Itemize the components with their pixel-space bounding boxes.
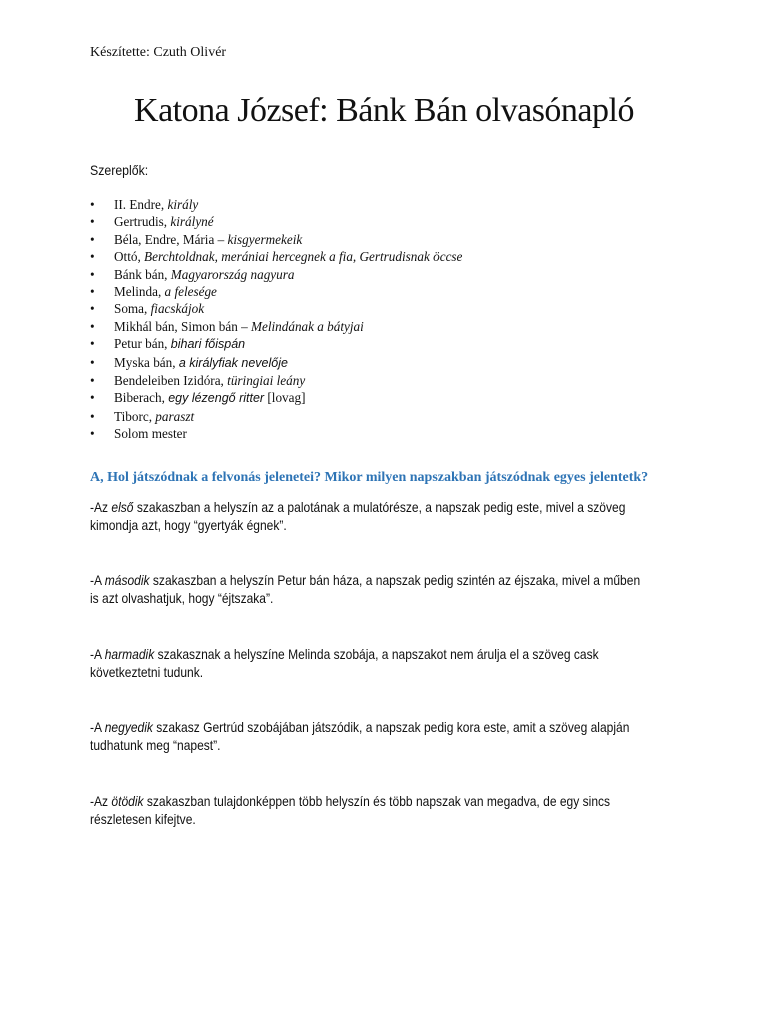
character-role: paraszt	[155, 408, 195, 424]
paragraph-text: szakaszban tulajdonképpen több helyszín és több napszak van megadva, de egy sincs részletesen kifejtve.	[90, 793, 611, 827]
list-item	[90, 248, 462, 265]
paragraph-text: szakasz Gertrúd szobájában játszódik, a napszak pedig kora este, amit a szöveg alapján tudhatunk meg “napest”.	[90, 719, 630, 753]
list-item	[90, 300, 462, 317]
list-item	[90, 196, 462, 213]
paragraph-ordinal: ötödik	[111, 793, 144, 809]
character-name: Petur bán,	[114, 336, 171, 352]
list-item	[90, 354, 462, 372]
character-role: fiacskájok	[150, 301, 205, 317]
character-name: Biberach,	[114, 390, 169, 406]
character-name: Bánk bán,	[114, 266, 171, 282]
character-role: a felesége	[164, 284, 217, 300]
bullet-icon: •	[90, 284, 95, 300]
bullet-icon: •	[90, 301, 95, 317]
paragraph-lead: -Az	[90, 499, 112, 515]
bullet-icon: •	[90, 266, 95, 282]
character-role: egy lézengő ritter	[168, 391, 265, 406]
paragraph-text: szakaszban a helyszín az a palotának a mulatórésze, a napszak pedig este, mivel a szöveg kimondja azt, hogy “gyertyák égnek”.	[90, 499, 626, 533]
answer-paragraph	[90, 718, 650, 754]
list-item	[90, 372, 462, 389]
character-name: Béla, Endre, Mária –	[114, 231, 228, 247]
character-name: Bendeleiben Izidóra,	[114, 373, 228, 389]
character-note: [lovag]	[264, 390, 306, 406]
bullet-icon: •	[90, 336, 95, 352]
list-item	[90, 335, 462, 353]
bullet-icon: •	[90, 249, 95, 265]
list-item	[90, 425, 462, 442]
bullet-icon: •	[90, 214, 95, 230]
character-name: Gertrudis,	[114, 214, 171, 230]
bullet-icon: •	[90, 408, 95, 424]
paragraph-ordinal: negyedik	[104, 719, 153, 735]
paragraph-lead: -A	[90, 719, 105, 735]
bullet-icon: •	[90, 390, 95, 406]
character-name: II. Endre,	[114, 197, 168, 212]
character-name: Myska bán,	[114, 354, 179, 370]
question-heading: A, Hol játszódnak a felvonás jelenetei? Mikor milyen napszakban játszódnak egyes jelentetk?	[90, 470, 649, 485]
list-item	[90, 389, 462, 407]
bullet-icon: •	[90, 197, 95, 212]
character-name: Melinda,	[114, 284, 165, 300]
paragraph-ordinal: második	[104, 572, 150, 588]
character-role: Berchtoldnak, merániai hercegnek a fia, Gertrudisnak öccse	[144, 249, 463, 265]
cast-list	[90, 196, 462, 443]
paragraph-ordinal: első	[111, 499, 134, 515]
bullet-icon: •	[90, 354, 95, 370]
character-role: Magyarország nagyura	[170, 266, 295, 282]
character-role: türingiai leány	[227, 373, 306, 389]
bullet-icon: •	[90, 318, 95, 334]
paragraph-lead: -A	[90, 646, 105, 662]
bullet-icon: •	[90, 373, 95, 389]
bullet-icon: •	[90, 426, 95, 442]
document-title: Katona József: Bánk Bán olvasónapló	[134, 92, 634, 129]
character-name: Tiborc,	[114, 408, 156, 424]
paragraph-ordinal: harmadik	[104, 646, 155, 662]
author-line: Készítette: Czuth Olivér	[90, 45, 227, 60]
list-item	[90, 231, 462, 248]
character-role: a királyfiak nevelője	[178, 355, 288, 370]
list-item	[90, 408, 462, 425]
paragraph-lead: -Az	[90, 793, 112, 809]
answer-paragraph	[90, 571, 650, 607]
answer-paragraph	[90, 792, 650, 828]
bullet-icon: •	[90, 231, 95, 247]
character-name: Solom mester	[114, 426, 187, 442]
character-role: bihari főispán	[170, 337, 246, 352]
list-item	[90, 213, 462, 230]
paragraph-lead: -A	[90, 572, 105, 588]
character-name: Mikhál bán, Simon bán –	[114, 318, 251, 334]
answer-paragraph	[90, 498, 650, 534]
character-name: Soma,	[114, 301, 151, 317]
character-role: kisgyermekeik	[227, 231, 303, 247]
character-role: Melindának a bátyjai	[251, 318, 364, 334]
list-item	[90, 318, 462, 335]
paragraph-text: szakaszban a helyszín Petur bán háza, a napszak pedig szintén az éjszaka, mivel a műben is azt olvashatjuk, hogy “éjtszaka”.	[90, 572, 641, 606]
cast-heading: Szereplők:	[90, 162, 149, 178]
answer-paragraph	[90, 645, 650, 681]
character-role: királyné	[170, 214, 214, 230]
character-name: Ottó,	[114, 249, 145, 265]
list-item	[90, 266, 462, 283]
character-role: király	[167, 197, 199, 212]
list-item	[90, 283, 462, 300]
paragraph-text: szakasznak a helyszíne Melinda szobája, a napszakot nem árulja el a szöveg cask következtetni tudunk.	[90, 646, 599, 680]
